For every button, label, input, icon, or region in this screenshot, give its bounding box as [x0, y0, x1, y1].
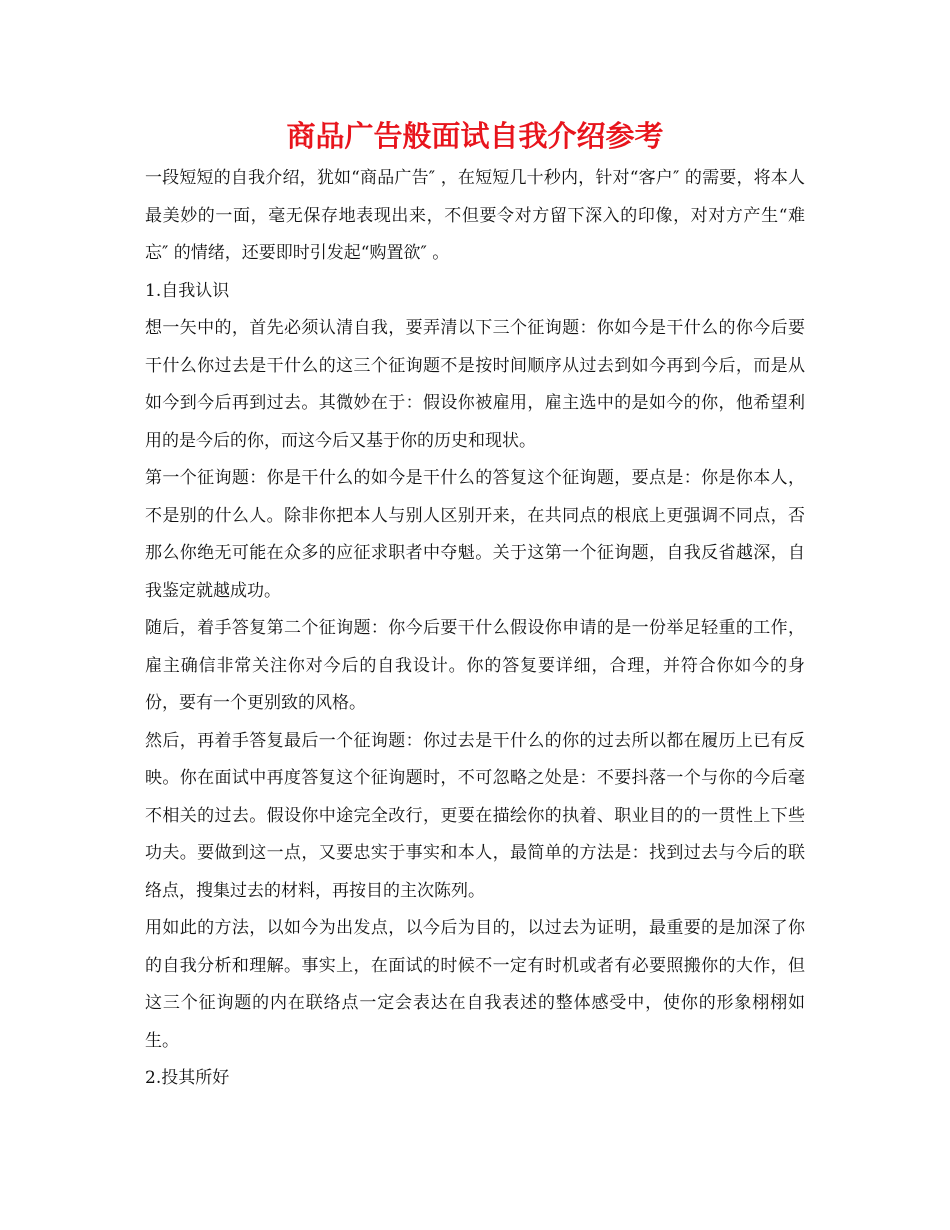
- body-paragraph: 随后，着手答复第二个征询题：你今后要干什么假设你申请的是一份举足轻重的工作，雇主确信非常关注你对今后的自我设计。你的答复要详细，合理，并符合你如今的身份，要有一个更别致的风格。: [145, 618, 805, 713]
- document-title: 商品广告般面试自我介绍参考: [286, 119, 664, 153]
- document-body: [145, 160, 805, 1098]
- section-heading-cater: 2.投其所好: [145, 1068, 230, 1088]
- body-paragraph: 然后，再着手答复最后一个征询题：你过去是干什么的你的过去所以都在履历上已有反映。你在面试中再度答复这个征询题时，不可忽略之处是：不要抖落一个与你的今后毫不相关的过去。假设你中途完全改行，更要在描绘你的执着、职业目的的一贯性上下些功夫。要做到这一点，又要忠实于事实和本人，最简单的方法是：找到过去与今后的联络点，搜集过去的材料，再按目的主次陈列。: [145, 730, 805, 901]
- body-paragraph: 用如此的方法，以如今为出发点，以今后为目的，以过去为证明，最重要的是加深了你的自我分析和理解。事实上，在面试的时候不一定有时机或者有必要照搬你的大作，但这三个征询题的内在联络点一定会表达在自我表述的整体感受中，使你的形象栩栩如生。: [145, 918, 805, 1051]
- section-heading-self-awareness: 1.自我认识: [145, 280, 230, 301]
- body-paragraph: 第一个征询题：你是干什么的如今是干什么的答复这个征询题，要点是：你是你本人，不是别的什么人。除非你把本人与别人区别开来，在共同点的根底上更强调不同点，否那么你绝无可能在众多的应征求职者中夺魁。关于这第一个征询题，自我反省越深，自我鉴定就越成功。: [145, 468, 805, 601]
- intro-paragraph: 一段短短的自我介绍，犹如“商品广告″ ，在短短几十秒内，针对“客户″ 的需要，将本人最美妙的一面，毫无保存地表现出来，不但要令对方留下深入的印像，对对方产生“难忘″ 的情绪，还要即时引发起“购置欲″ 。: [145, 168, 805, 263]
- body-paragraph: 想一矢中的，首先必须认清自我，要弄清以下三个征询题：你如今是干什么的你今后要干什么你过去是干什么的这三个征询题不是按时间顺序从过去到如今再到今后，而是从如今到今后再到过去。其微妙在于：假设你被雇用，雇主选中的是如今的你，他希望利用的是今后的你，而这今后又基于你的历史和现状。: [145, 318, 805, 451]
